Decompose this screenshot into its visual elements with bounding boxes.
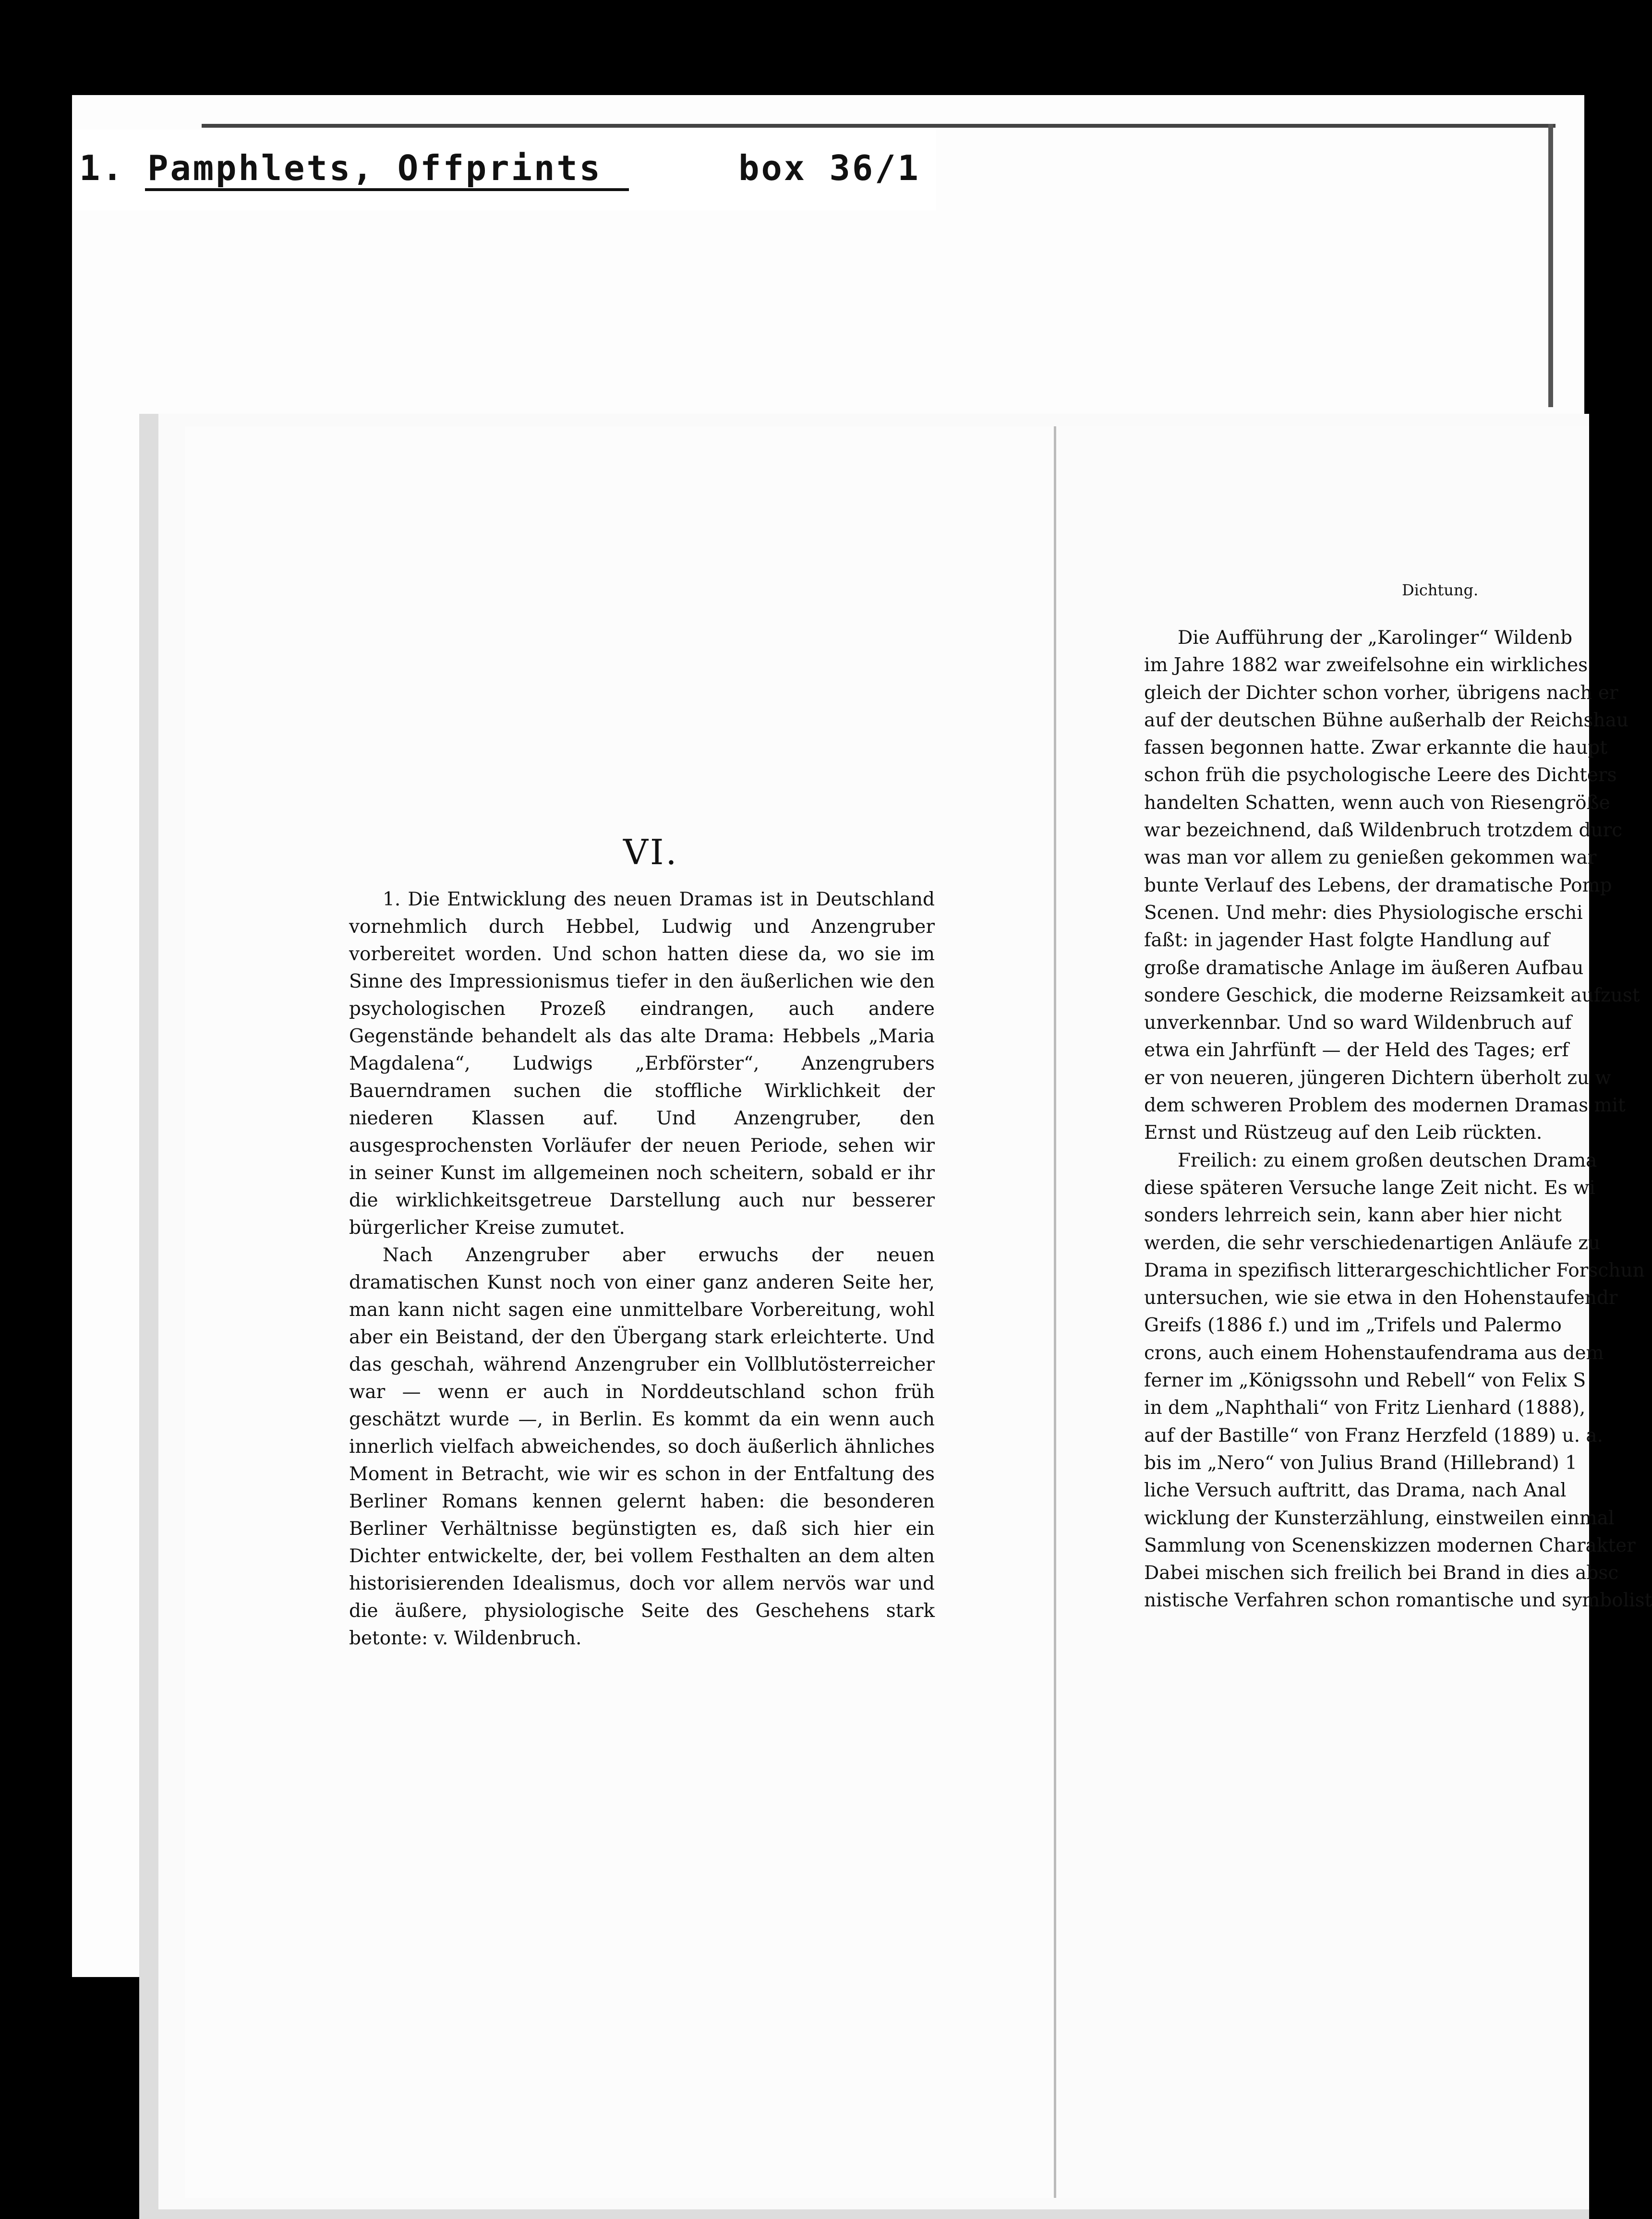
- text-line: in dem „Naphthali“ von Fritz Lienhard (1888),: [1144, 1397, 1586, 1419]
- text-line: Sammlung von Scenenskizzen modernen Charakter: [1144, 1534, 1636, 1556]
- text-line: ferner im „Königssohn und Rebell“ von Felix S: [1144, 1370, 1586, 1392]
- text-line: Scenen. Und mehr: dies Physiologische erschi: [1144, 902, 1583, 924]
- text-line: werden, die sehr verschiedenartigen Anläufe zu: [1144, 1232, 1600, 1254]
- text-line: bunte Verlauf des Lebens, der dramatische Pomp: [1144, 874, 1612, 896]
- right-page-clip: [1056, 0, 1652, 2089]
- text-line: crons, auch einem Hohenstaufendrama aus dem: [1144, 1342, 1604, 1364]
- text-line: fassen begonnen hatte. Zwar erkannte die haupt: [1144, 737, 1608, 759]
- chapter-heading: VI.: [623, 832, 679, 872]
- text-line: unverkennbar. Und so ward Wildenbruch auf: [1144, 1012, 1572, 1034]
- text-line: bis im „Nero“ von Julius Brand (Hillebrand) 1: [1144, 1452, 1577, 1474]
- text-line: nistische Verfahren schon romantische und symbolist: [1144, 1590, 1652, 1612]
- archive-label-text: [79, 148, 920, 188]
- paragraph-2: Nach Anzengruber aber erwuchs der neuen dramatischen Kunst noch von einer ganz anderen Seite her, man kann nicht sagen eine unmittelbare Vorbereitung, wohl aber ein Beistand, der den Übergang stark erleichterte. Und das geschah, während Anzengruber ein Vollblutösterreicher war — wenn er auch in Norddeutschland schon früh geschätzt wurde —, in Berlin. Es kommt da ein wenn auch innerlich vielfach abweichendes, so doch äußerlich ähnliches Moment in Betracht, wie wir es schon in der Entfaltung des Berliner Romans kennen gelernt haben: die besonderen Berliner Verhältnisse begünstigten es, daß sich hier ein Dichter entwickelte, der, bei vollem Festhalten an dem alten historisierenden Idealismus, doch vor allem nervös war und die äußere, physiologische Seite des Geschehens stark betonte: v. Wildenbruch.: [349, 1244, 935, 1649]
- text-line: gleich der Dichter schon vorher, übrigens nach er: [1144, 682, 1618, 704]
- text-line: Die Aufführung der „Karolinger“ Wildenb: [1178, 627, 1573, 649]
- text-line: Ernst und Rüstzeug auf den Leib rückten.: [1144, 1122, 1543, 1144]
- label-underline: [145, 188, 629, 191]
- text-line: sondere Geschick, die moderne Reizsamkeit aufzust: [1144, 984, 1640, 1006]
- text-line: Dabei mischen sich freilich bei Brand in dies absc: [1144, 1562, 1619, 1584]
- text-line: was man vor allem zu genießen gekommen war: [1144, 847, 1597, 869]
- text-line: große dramatische Anlage im äußeren Aufbau: [1144, 957, 1584, 979]
- right-text-column: [1144, 624, 1652, 1615]
- label-series: Pamphlets, Offprints: [147, 148, 603, 188]
- text-line: Drama in spezifisch litterargeschichtlicher Forschun: [1144, 1259, 1645, 1281]
- label-box: box 36/1: [738, 148, 920, 188]
- paragraph-1: 1. Die Entwicklung des neuen Dramas ist in Deutschland vornehmlich durch Hebbel, Ludwig und Anzengruber vorbereitet worden. Und schon hatten diese da, wo sie im Sinne des Impressionismus tiefer in den äußerlichen wie den psychologischen Prozeß eindrangen, auch andere Gegenstände behandelt als das alte Drama: Hebbels „Maria Magdalena“, Ludwigs „Erbförster“, Anzengrubers Bauerndramen suchen die stoffliche Wirklichkeit der niederen Klassen auf. Und Anzengruber, den ausgesprochensten Vorläufer der neuen Periode, sehen wir in seiner Kunst im allgemeinen noch scheitern, sobald er ihr die wirklichkeitsgetreue Darstellung auch nur besserer bürgerlicher Kreise zumutet.: [349, 889, 935, 1239]
- text-line: untersuchen, wie sie etwa in den Hohenstaufendr: [1144, 1287, 1618, 1309]
- text-line: wicklung der Kunsterzählung, einstweilen einmal: [1144, 1507, 1615, 1529]
- text-line: war bezeichnend, daß Wildenbruch trotzdem durc: [1144, 820, 1623, 842]
- text-line: dem schweren Problem des modernen Dramas mit: [1144, 1095, 1626, 1117]
- running-header: Dichtung.: [1402, 581, 1479, 599]
- text-line: er von neueren, jüngeren Dichtern überholt zu w: [1144, 1067, 1611, 1089]
- text-line: schon früh die psychologische Leere des Dichters: [1144, 764, 1617, 786]
- text-line: sonders lehrreich sein, kann aber hier nicht: [1144, 1205, 1562, 1227]
- left-text-column: [349, 886, 935, 1652]
- text-line: etwa ein Jahrfünft — der Held des Tages; erf: [1144, 1039, 1569, 1061]
- label-number: 1.: [79, 148, 125, 188]
- text-line: auf der deutschen Bühne außerhalb der Reichshau: [1144, 709, 1628, 731]
- text-line: diese späteren Versuche lange Zeit nicht. Es wi: [1144, 1177, 1595, 1199]
- text-line: faßt: in jagender Hast folgte Handlung auf: [1144, 929, 1550, 952]
- text-line: auf der Bastille“ von Franz Herzfeld (1889) u. a.: [1144, 1424, 1604, 1447]
- text-line: liche Versuch auftritt, das Drama, nach Anal: [1144, 1480, 1567, 1502]
- text-line: Greifs (1886 f.) und im „Trifels und Palermo: [1144, 1315, 1562, 1337]
- text-line: Freilich: zu einem großen deutschen Drama: [1178, 1149, 1597, 1171]
- text-line: handelten Schatten, wenn auch von Riesengröße: [1144, 792, 1610, 814]
- text-line: im Jahre 1882 war zweifelsohne ein wirkliches: [1144, 654, 1588, 676]
